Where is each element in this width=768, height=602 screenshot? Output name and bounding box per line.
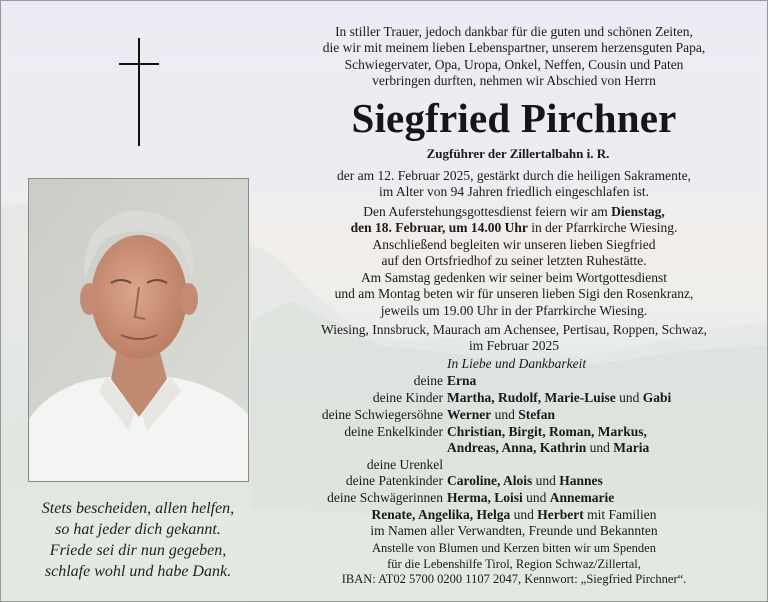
grandchildren-names: Maria — [613, 440, 650, 455]
partner-name: Erna — [447, 373, 477, 388]
family-heading: In Liebe und Dankbarkeit — [447, 356, 587, 371]
place-date — [277, 322, 751, 355]
service-text: auf den Ortsfriedhof zu seiner letzten Ruhestätte. — [381, 253, 647, 269]
service-day: Dienstag, — [611, 204, 665, 219]
verse-line: Stets bescheiden, allen helfen, — [41, 500, 235, 517]
family-label: deine Enkelkinder — [344, 424, 443, 439]
donation-line: Anstelle von Blumen und Kerzen bitten wir um Spenden — [372, 541, 656, 555]
relatives-names: Herbert — [537, 507, 584, 522]
cross-icon — [119, 38, 159, 146]
deceased-occupation: Zugführer der Zillertalbahn i. R. — [426, 146, 610, 161]
family-label: deine Patenkinder — [345, 473, 443, 488]
funeral-service — [277, 204, 751, 270]
intro-line: Schwiegervater, Opa, Uropa, Onkel, Neffen, Cousin und Paten — [344, 56, 684, 72]
sons-in-law-names: Stefan — [518, 407, 555, 422]
rosary-line: Am Samstag gedenken wir seiner beim Wortgottesdienst — [360, 270, 668, 285]
godchildren-names: Hannes — [559, 473, 603, 488]
donation-notice — [277, 541, 751, 588]
verse-line: Friede sei dir nun gegeben, — [49, 542, 227, 559]
memorial-verse — [15, 498, 261, 582]
verse-line: so hat jeder dich gekannt. — [55, 521, 221, 538]
place-line: Wiesing, Innsbruck, Maurach am Achensee, Pertisau, Roppen, Schwaz, — [321, 322, 707, 337]
intro-line: In stiller Trauer, jedoch dankbar für die guten und schönen Zeiten, — [335, 24, 693, 39]
donation-line: für die Lebenshilfe Tirol, Region Schwaz/Zillertal, — [387, 556, 641, 571]
date-line: im Februar 2025 — [469, 338, 559, 354]
godchildren-names: Caroline, Alois — [447, 473, 533, 488]
sons-in-law-names: Werner — [447, 407, 492, 422]
deceased-name: Siegfried Pirchner — [351, 95, 677, 141]
grandchildren-names: Christian, Birgit, Roman, Markus, — [447, 424, 647, 439]
service-text: Den Auferstehungsgottesdienst feiern wir am — [363, 204, 612, 219]
portrait-photo — [28, 178, 249, 482]
death-notice — [277, 168, 751, 201]
rosary-line: jeweils um 19.00 Uhr in der Pfarrkirche Wiesing. — [380, 302, 648, 318]
donation-iban: IBAN: AT02 5700 0200 1107 2047, Kennwort: „Siegfried Pirchner“. — [341, 572, 687, 586]
intro-line: die wir mit meinem lieben Lebenspartner, unserem herzensguten Papa, — [322, 40, 706, 56]
service-date-time: den 18. Februar, um 14.00 Uhr — [350, 220, 528, 236]
family-label: deine Urenkel — [366, 457, 443, 472]
intro-paragraph — [277, 24, 751, 90]
service-text: Anschließend begleiten wir unseren lieben Siegfried — [372, 236, 656, 252]
death-line: im Alter von 94 Jahren friedlich eingeschlafen ist. — [379, 184, 649, 200]
grandchildren-names: Andreas, Anna, Kathrin — [447, 440, 587, 455]
family-label: deine Kinder — [372, 390, 443, 405]
family-label: deine Schwiegersöhne — [321, 407, 443, 422]
family-label: deine — [413, 373, 443, 388]
death-line: der am 12. Februar 2025, gestärkt durch die heiligen Sakramente, — [337, 168, 691, 183]
verse-line: schlafe wohl und habe Dank. — [44, 563, 232, 580]
sisters-in-law-names: Herma, Loisi — [447, 490, 523, 505]
children-names: Gabi — [642, 390, 672, 405]
rosary-line: und am Montag beten wir für unseren lieben Sigi den Rosenkranz, — [334, 286, 694, 302]
relatives-names: Renate, Angelika, Helga — [371, 507, 511, 522]
obituary-card: Stets bescheiden, allen helfen, so hat jeder dich gekannt. Friede sei dir nun gegeben, schlafe wohl und habe Dank. In stiller Trauer, jedoch dankbar für die guten und schönen Zeiten, die wir mit meinem lieben Lebenspartner, unserem herzensguten Papa, Schwiegervater, Opa, Uropa, Onkel, Neffen, Cousin und Paten verbringen durften, nehmen wir Abschied von Herrn Siegfried Pirchner Zugführer der Zillertalbahn i. R. der am 12. Februar 2025, gestärkt durch die heiligen Sakramente, im Alter von 94 Jahren friedlich eingeschlafen ist. Den Auferstehungsgottesdienst feiern wir am Dienstag, den 18. Februar, um 14.00 Uhr in der Pfarrkirche Wiesing. Anschließend begleiten wir unseren lieben Siegfried auf den Ortsfriedhof zu seiner letzten Ruhestätte. Am Samstag gedenken wir seiner beim Wortgottesdienst und am Montag beten wir für unseren lieben Sigi den Rosenkranz, jeweils um 19.00 Uhr in der Pfarrkirche Wiesing. Wiesing, Innsbruck, Maurach am Achensee, Pertisau, Roppen, Schwaz, im Februar 2025 In Liebe und Dankbarkeit deine Erna deine Kinder Martha, Rudolf, Marie-Luise und Gabi deine Schwiegersöhne Werner und Stefan deine Enkelkinder Christian, Birgit, Roman, Markus, Andreas, Anna, Kathrin und Maria deine Urenkel deine Patenkinder Caroline, Alois und Hannes deine Schwägerinnen Herma, Loisi und Annemarie Renate, Angelika, Helga und Herbert mit Familien im Namen aller Verwandten, Freunde und Bekannten Anstelle von Blumen und Kerzen bitten wir um Spenden für die Lebenshilfe Tirol, Region Schwaz/Zillertal, IBAN: AT02 5700 0200 1107 2047, Kennwort: „Siegfried Pirchner“. — [0, 0, 768, 602]
rosary-notice — [277, 270, 751, 319]
intro-line: verbringen durften, nehmen wir Abschied von Herrn — [372, 73, 656, 89]
relatives-line: im Namen aller Verwandten, Freunde und Bekannten — [370, 523, 658, 538]
children-names: Martha, Rudolf, Marie-Luise — [447, 390, 616, 405]
family-label: deine Schwägerinnen — [327, 490, 443, 505]
sisters-in-law-names: Annemarie — [549, 490, 615, 505]
service-location: in der Pfarrkirche Wiesing. — [527, 220, 678, 236]
